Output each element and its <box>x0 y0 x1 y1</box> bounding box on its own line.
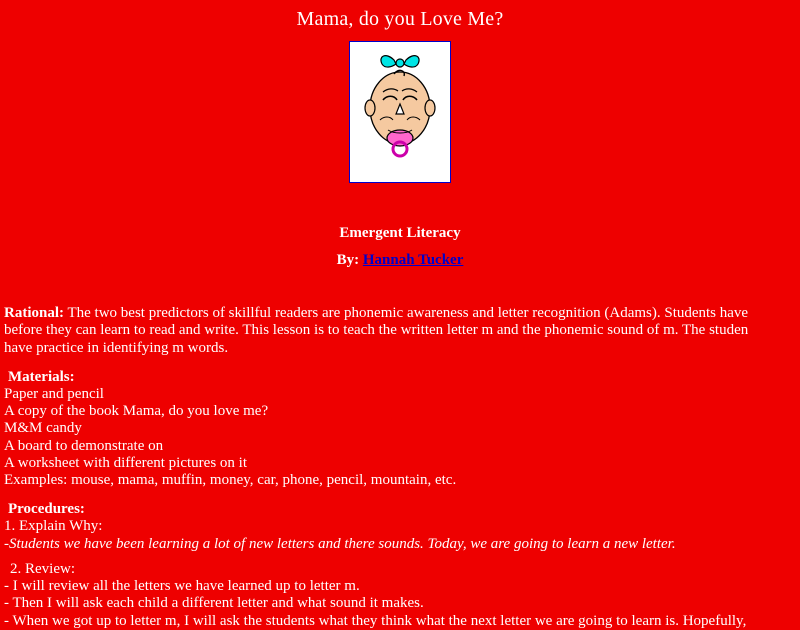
materials-item: A worksheet with different pictures on it <box>4 454 248 471</box>
materials-item: M&M candy <box>4 420 82 437</box>
materials-heading: Materials: <box>8 368 75 385</box>
materials-item: A copy of the book Mama, do you love me? <box>4 403 269 419</box>
materials-item: A board to demonstrate on <box>4 437 164 454</box>
procedures-heading: Procedures: <box>8 501 85 518</box>
materials-item: Examples: mouse, mama, muffin, money, car, phone, pencil, mountain, etc. <box>4 472 457 488</box>
spacer <box>4 553 798 561</box>
procedures-step1-label: 1. Explain Why: <box>4 518 103 535</box>
baby-image-frame <box>349 41 451 183</box>
illustration-container <box>0 41 800 183</box>
document-subtitle: Emergent Literacy <box>339 225 461 241</box>
baby-with-pacifier-illustration <box>350 42 450 182</box>
rational-text-line2: before they can learn to read and write. This lesson is to teach the written letter m and the phonemic sound of m. The studen <box>4 322 749 339</box>
materials-item: Paper and pencil <box>4 385 104 402</box>
procedures-step2-line: - When we got up to letter m, I will ask the students what they think what the next letter we are going to learn is. Hopefully, <box>4 612 747 629</box>
document-body <box>0 305 800 630</box>
procedures-step2-line: - I will review all the letters we have learned up to letter m. <box>4 578 360 594</box>
author-link[interactable]: Hannah Tucker <box>362 252 464 268</box>
byline <box>0 252 800 269</box>
procedures-step2-label: 2. Review: <box>10 560 75 577</box>
rational-heading: Rational: <box>4 305 64 321</box>
procedures-step2-line: - Then I will ask each child a different letter and what sound it makes. <box>4 595 424 612</box>
page-title: Mama, do you Love Me? <box>296 8 504 30</box>
rational-text-line1: The two best predictors of skillful readers are phonemic awareness and letter recognition (Adams). Students have <box>64 305 749 321</box>
byline-prefix: By: <box>336 252 360 268</box>
procedures-step1-text: -Students we have been learning a lot of new letters and there sounds. Today, we are going to learn a new letter. <box>4 535 676 552</box>
rational-paragraph <box>4 305 798 322</box>
rational-text-line3: have practice in identifying m words. <box>4 339 229 356</box>
